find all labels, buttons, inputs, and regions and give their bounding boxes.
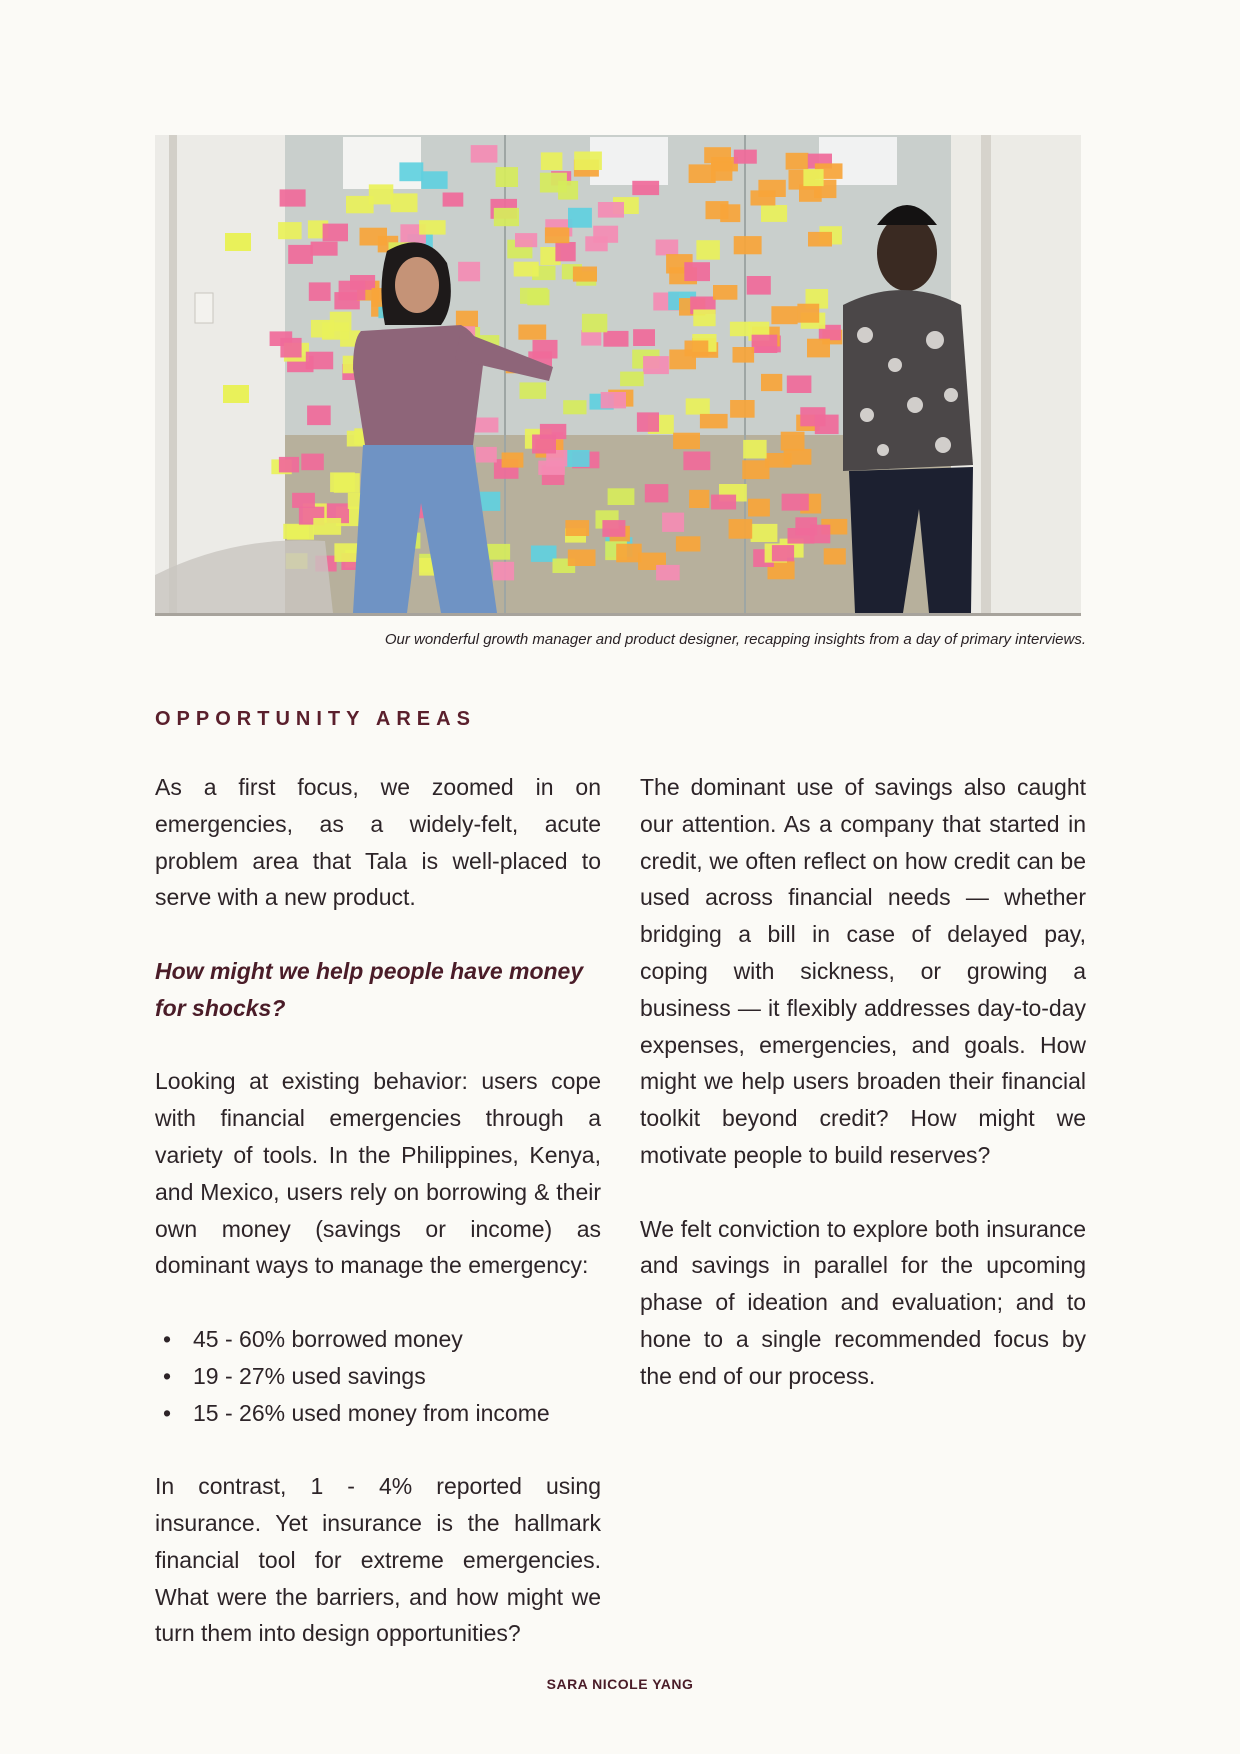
left-column <box>155 769 601 1689</box>
sticky-note <box>391 193 418 212</box>
sticky-note <box>713 285 737 300</box>
sticky-note <box>637 412 659 431</box>
sticky-note <box>598 202 624 218</box>
sticky-note <box>772 545 794 561</box>
sticky-note <box>761 205 787 222</box>
sticky-note <box>734 236 762 254</box>
sticky-note <box>369 184 394 204</box>
sticky-note <box>476 447 497 463</box>
author-footer: SARA NICOLE YANG <box>546 1676 694 1692</box>
sticky-note <box>751 190 776 205</box>
sticky-note <box>419 220 446 234</box>
sticky-note <box>563 400 586 414</box>
sticky-note <box>288 245 313 264</box>
sticky-note <box>748 499 770 517</box>
sticky-note <box>334 543 359 562</box>
sticky-note <box>807 339 830 358</box>
sticky-note <box>311 242 338 256</box>
conviction-paragraph: We felt conviction to explore both insurance and savings in parallel for the upcoming phase of ideation and evaluation; and to hone to a single recommended focus by the end of our process. <box>640 1215 1086 1389</box>
sticky-note <box>399 162 423 181</box>
sticky-note <box>593 226 618 243</box>
sticky-note <box>673 433 700 449</box>
stat-text: 19 - 27% used savings <box>193 1362 426 1389</box>
sticky-note <box>696 240 720 260</box>
sticky-note <box>784 449 812 465</box>
list-item <box>155 1395 601 1432</box>
sticky-note <box>287 525 314 540</box>
sticky-note <box>311 320 334 338</box>
sticky-note <box>545 227 569 243</box>
sticky-note <box>700 414 728 429</box>
bullet-icon: • <box>163 1325 172 1352</box>
sticky-note <box>711 161 732 181</box>
sticky-note <box>616 544 642 563</box>
sticky-note <box>565 520 589 536</box>
sticky-note <box>458 262 480 282</box>
sticky-note <box>540 173 567 193</box>
stat-text: 45 - 60% borrowed money <box>193 1325 463 1352</box>
sticky-note <box>520 382 547 399</box>
photo-image <box>155 135 1081 613</box>
sticky-note <box>743 440 766 459</box>
sticky-note <box>761 374 782 391</box>
hero-photo <box>155 135 1081 616</box>
sticky-note <box>800 407 825 426</box>
sticky-note <box>608 488 635 505</box>
photo-caption: Our wonderful growth manager and product designer, recapping insights from a day of primary interviews. <box>384 631 1086 648</box>
intro-paragraph: As a first focus, we zoomed in on emergencies, as a widely-felt, acute problem area that Tala is well-placed to serve with a new product. <box>155 774 601 911</box>
sticky-note <box>747 276 771 295</box>
sticky-note <box>494 208 519 226</box>
sticky-note <box>313 518 341 535</box>
sticky-note <box>443 193 464 207</box>
sticky-note <box>603 331 628 347</box>
sticky-note <box>662 513 684 532</box>
sticky-note <box>781 432 805 451</box>
sticky-note <box>474 418 499 433</box>
sticky-note <box>496 167 518 187</box>
sticky-note <box>565 450 590 467</box>
sticky-note <box>541 152 563 170</box>
sticky-note <box>730 322 750 337</box>
sticky-note <box>223 385 249 403</box>
sticky-note <box>824 548 846 564</box>
sticky-note <box>339 281 366 301</box>
sticky-note <box>693 310 715 327</box>
sticky-note <box>515 233 537 247</box>
sticky-note <box>292 493 315 508</box>
sticky-note <box>643 356 669 374</box>
sticky-note <box>720 204 740 222</box>
sticky-note <box>632 181 659 195</box>
sticky-note <box>685 341 709 357</box>
sticky-note <box>803 169 823 186</box>
sticky-note <box>656 240 679 256</box>
sticky-note <box>280 189 306 206</box>
sticky-note <box>782 494 809 511</box>
sticky-note <box>786 153 809 170</box>
sticky-note <box>518 325 546 340</box>
sticky-note <box>568 208 592 228</box>
behavior-paragraph: Looking at existing behavior: users cope with financial emergencies through a variety of tools. In the Philippines, Kenya, and Mexico, users rely on borrowing & their own money (savings or income) as dominant ways to manage the emergency: <box>155 1068 601 1279</box>
sticky-note <box>795 517 817 535</box>
sticky-note <box>280 338 301 358</box>
list-item <box>155 1358 601 1395</box>
sticky-note <box>581 330 601 346</box>
list-item <box>155 1321 601 1358</box>
sticky-note <box>601 392 626 408</box>
sticky-note <box>787 376 812 394</box>
sticky-note <box>421 171 447 189</box>
sticky-note <box>568 550 596 567</box>
stats-list <box>155 1321 601 1431</box>
right-column <box>640 769 1086 1431</box>
how-might-we-question: How might we help people have money for shocks? <box>155 957 584 1021</box>
sticky-note <box>301 454 324 471</box>
sticky-note <box>330 472 355 492</box>
sticky-note <box>573 267 597 282</box>
sticky-note <box>752 335 778 353</box>
sticky-note <box>633 329 655 346</box>
section-heading: OPPORTUNITY AREAS <box>155 708 476 730</box>
sticky-note <box>225 233 251 251</box>
sticky-note <box>689 490 709 508</box>
sticky-note <box>520 288 548 304</box>
sticky-note <box>734 150 757 164</box>
sticky-note <box>676 536 701 551</box>
sticky-note <box>532 435 556 454</box>
sticky-note <box>360 228 388 246</box>
sticky-note <box>730 400 755 418</box>
sticky-note <box>574 152 602 171</box>
contrast-paragraph: In contrast, 1 - 4% reported using insurance. Yet insurance is the hallmark financial tool for extreme emergencies. What were the barriers, and how might we turn them into design opportunities? <box>155 1473 601 1647</box>
sticky-note <box>307 406 331 426</box>
sticky-note <box>486 544 510 560</box>
sticky-note <box>278 222 302 239</box>
sticky-note <box>684 262 710 281</box>
sticky-note <box>751 524 778 542</box>
sticky-note <box>733 347 755 363</box>
sticky-note <box>582 314 607 333</box>
sticky-note <box>309 282 331 301</box>
sticky-note <box>493 562 514 581</box>
savings-paragraph: The dominant use of savings also caught our attention. As a company that started in credit, we often reflect on how credit can be used across financial needs — whether bridging a bill in case of delayed pay, coping with sickness, or growing a business — it flexibly addresses day-to-day expenses, emergencies, and goals. How might we help users broaden their financial toolkit beyond credit? How might we motivate people to build reserves? <box>640 774 1086 1168</box>
sticky-note <box>323 224 348 242</box>
sticky-note <box>502 453 524 468</box>
sticky-note <box>808 232 832 247</box>
sticky-note <box>279 457 299 473</box>
sticky-note <box>555 242 575 261</box>
sticky-note <box>797 304 819 323</box>
bullet-icon: • <box>163 1399 172 1426</box>
sticky-note <box>656 565 680 581</box>
sticky-note <box>514 262 539 277</box>
sticky-note <box>306 352 333 370</box>
bullet-icon: • <box>163 1362 172 1389</box>
sticky-note <box>711 495 736 510</box>
sticky-note <box>683 452 710 471</box>
sticky-note <box>771 306 797 324</box>
sticky-note <box>471 145 498 163</box>
sticky-note <box>620 372 644 387</box>
sticky-note <box>602 520 625 537</box>
sticky-note <box>456 311 478 327</box>
sticky-note <box>729 519 753 539</box>
sticky-note <box>686 398 710 414</box>
sticky-note <box>645 484 669 502</box>
stat-text: 15 - 26% used money from income <box>193 1399 550 1426</box>
